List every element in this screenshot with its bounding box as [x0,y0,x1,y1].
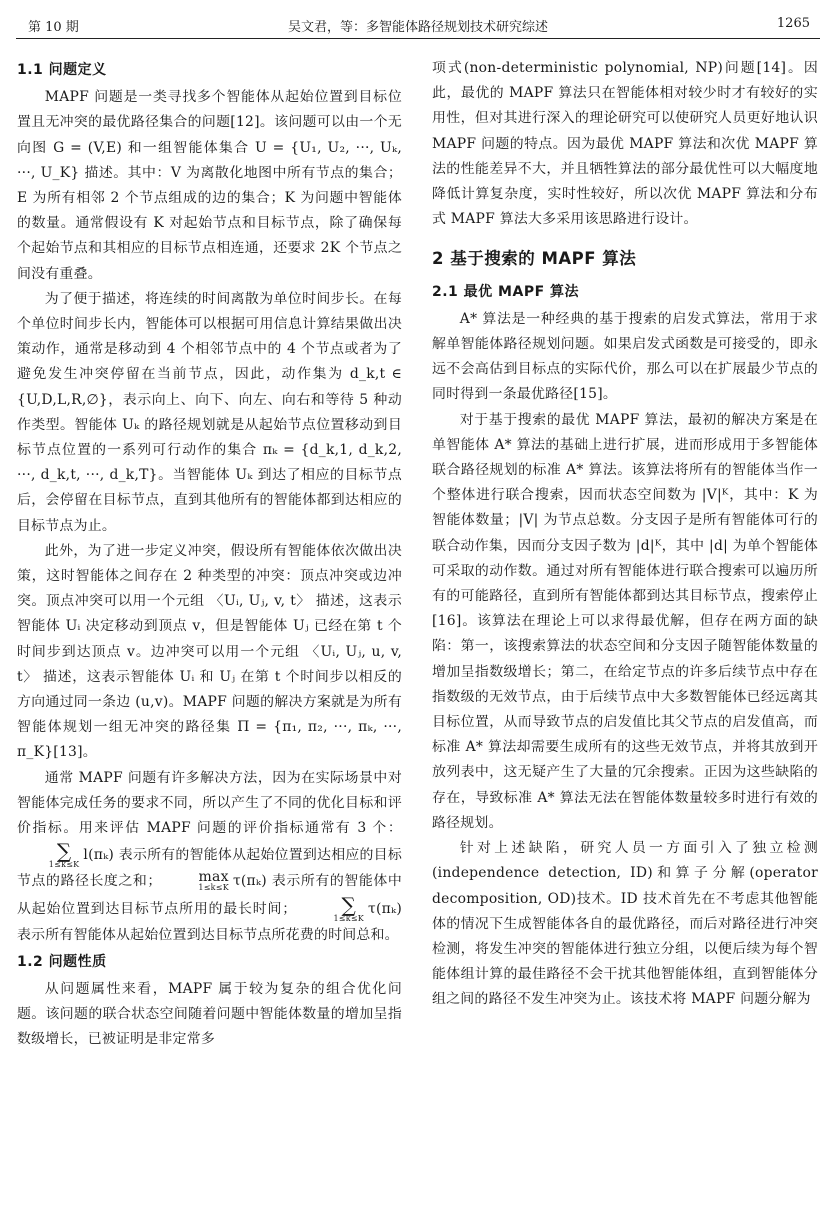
right-column [432,56,818,1013]
metric-sum-length: l(πₖ) 表示所有的智能体从起始位置到达相应的目标节点的路径长度之和； [17,847,402,890]
page-number: 1265 [776,16,810,31]
paragraph-np-continued: 项式(non-deterministic polynomial, NP)问题[14]。因此，最优的 MAPF 算法只在智能体相对较少时才有较好的实用性，但对其进行深入的理论研究可以使研究人员更好地认识 MAPF 问题的特点。因为最优 MAPF 算法和次优 MAPF 算法的性能差异不大，并且牺牲算法的部分最优性可以大幅度地降低计算复杂度，实时性较好，所以次优 MAPF 算法和分布式 MAPF 算法大多采用该思路进行设计。 [432,60,818,228]
paragraph-id-od: 针对上述缺陷，研究人员一方面引入了独立检测(independence detection, ID)和算子分解(operator decomposition, OD)技术。ID 技术首先在不考虑其他智能体的情况下生成智能体各自的最优路径，而后对路径进行冲突检测，将发生冲突的智能体进行独立分组，以便后续为每个智能体组计算的最佳路径不会干扰其他智能体组，直到智能体分组之间的路径不发生冲突为止。该技术将 MAPF 问题分解为 [432,840,818,1008]
section-2-heading: 2 基于搜索的 MAPF 算法 [432,249,637,269]
paragraph-metrics [17,766,402,948]
sum-operator-2: ∑ 1≤k≤K [333,892,365,923]
section-1-2-heading: 1.2 问题性质 [17,953,107,970]
metrics-intro: 通常 MAPF 问题有许多解决方法，因为在实际场景中对智能体完成任务的要求不同，所以产生了不同的优化目标和评价指标。用来评估 MAPF 问题的评价指标通常有 3 个： [17,769,402,837]
paragraph-problem-properties: 从问题属性来看，MAPF 属于较为复杂的组合优化问题。该问题的联合状态空间随着问题中智能体数量的增加呈指数级增长，已被证明是非定常多 [17,980,402,1048]
paragraph-problem-definition: MAPF 问题是一类寻找多个智能体从起始位置到目标位置且无冲突的最优路径集合的问题[12]。该问题可以由一个无向图 G = (V,E) 和一组智能体集合 U = {U₁, U₂, ···, Uₖ, ···, U_K} 描述。其中：V 为离散化地图中所有节点的集合；E 为所有相邻 2 个节点组成的边的集合；K 为问题中智能体的数量。通常假设有 K 对起始节点和目标节点，除了确保每个起始节点和其相应的目标节点相连通，还要求 2K 个节点之间没有重叠。 [17,89,402,282]
max-operator: max 1≤k≤K [198,869,229,893]
paragraph-astar: A* 算法是一种经典的基于搜索的启发式算法，常用于求解单智能体路径规划问题。如果启发式函数是可接受的，即永远不会高估到目标点的实际代价，那么可以在扩展最少节点的同时得到一条最优路径[15]。 [432,310,818,403]
section-1-1-heading: 1.1 问题定义 [17,62,107,78]
paragraph-standard-astar: 对于基于搜索的最优 MAPF 算法，最初的解决方案是在单智能体 A* 算法的基础上进行扩展，进而形成用于多智能体联合路径规划的标准 A* 算法。该算法将所有的智能体当作一个整体进行联合搜索，因而状态空间数为 |V|ᴷ，其中：K 为智能体数量；|V| 为节点总数。分支因子是所有智能体可行的联合动作集，因而分支因子数为 |d|ᴷ，其中 |d| 为单个智能体可采取的动作数。通过对所有智能体进行联合搜索可以遍历所有的可能路径，直到所有智能体都到达其目标节点，搜索停止[16]。该算法在理论上可以求得最优解，但存在两方面的缺陷：第一，该搜索算法的状态空间和分支因子随智能体数量的增加呈指数级增长；第二，在给定节点的许多后续节点中存在指数级的无效节点，由于后续节点中大多数智能体已经远离其目标位置，从而导致节点的启发值比其父节点的启发值高，而标准 A* 算法却需要生成所有的这些无效节点，并将其放到开放列表中，这无疑产生了大量的冗余搜索。正因为这些缺陷的存在，导致标准 A* 算法无法在智能体数量较多时进行有效的路径规划。 [432,411,818,831]
metric-makespan: τ(πₖ) 表示所有的智能体中从起始位置到达目标节点所用的最长时间； [17,873,402,917]
issue-number: 第 10 期 [28,20,79,35]
sum-operator-1: ∑ 1≤k≤K [48,839,80,870]
metric-sum-of-costs: τ(πₖ) 表示所有智能体从起始位置到达目标节点所花费的时间总和。 [17,900,402,943]
section-2-1-heading: 2.1 最优 MAPF 算法 [432,283,580,300]
left-column [17,56,402,1053]
paragraph-time-steps: 为了便于描述，将连续的时间离散为单位时间步长。在每个单位时间步长内，智能体可以根据可用信息计算结果做出决策动作，通常是移动到 4 个相邻节点中的 4 个节点或者为了避免发生冲突停留在当前节点，因此，动作集为 d_k,t ∈ {U,D,L,R,∅}，表示向上、向下、向左、向右和等待 5 种动作类型。智能体 Uₖ 的路径规划就是从起始节点位置移动到目标节点位置的一系列可行动作的集合 πₖ = {d_k,1, d_k,2, ···, d_k,t, ···, d_k,T}。当智能体 Uₖ 到达了相应的目标节点后，会停留在目标节点，直到其他所有的智能体都到达相应的目标节点为止。 [17,290,402,534]
running-header [16,12,820,39]
running-title: 吴文君，等：多智能体路径规划技术研究综述 [287,20,548,35]
paragraph-conflicts: 此外，为了进一步定义冲突，假设所有智能体依次做出决策，这时智能体之间存在 2 种类型的冲突：顶点冲突或边冲突。顶点冲突可以用一个元组 〈Uᵢ, Uⱼ, v, t〉 描述，这表示智能体 Uᵢ 决定移动到顶点 v，但是智能体 Uⱼ 已经在第 t 个时间步到达顶点 v。边冲突可以用一个元组 〈Uᵢ, Uⱼ, u, v, t〉 描述，这表示智能体 Uᵢ 和 Uⱼ 在第 t 个时间步以相反的方向通过同一条边 (u,v)。MAPF 问题的解决方案就是为所有智能体规划一组无冲突的路径集 Π = {π₁, π₂, ···, πₖ, ···, π_K}[13]。 [17,542,402,761]
